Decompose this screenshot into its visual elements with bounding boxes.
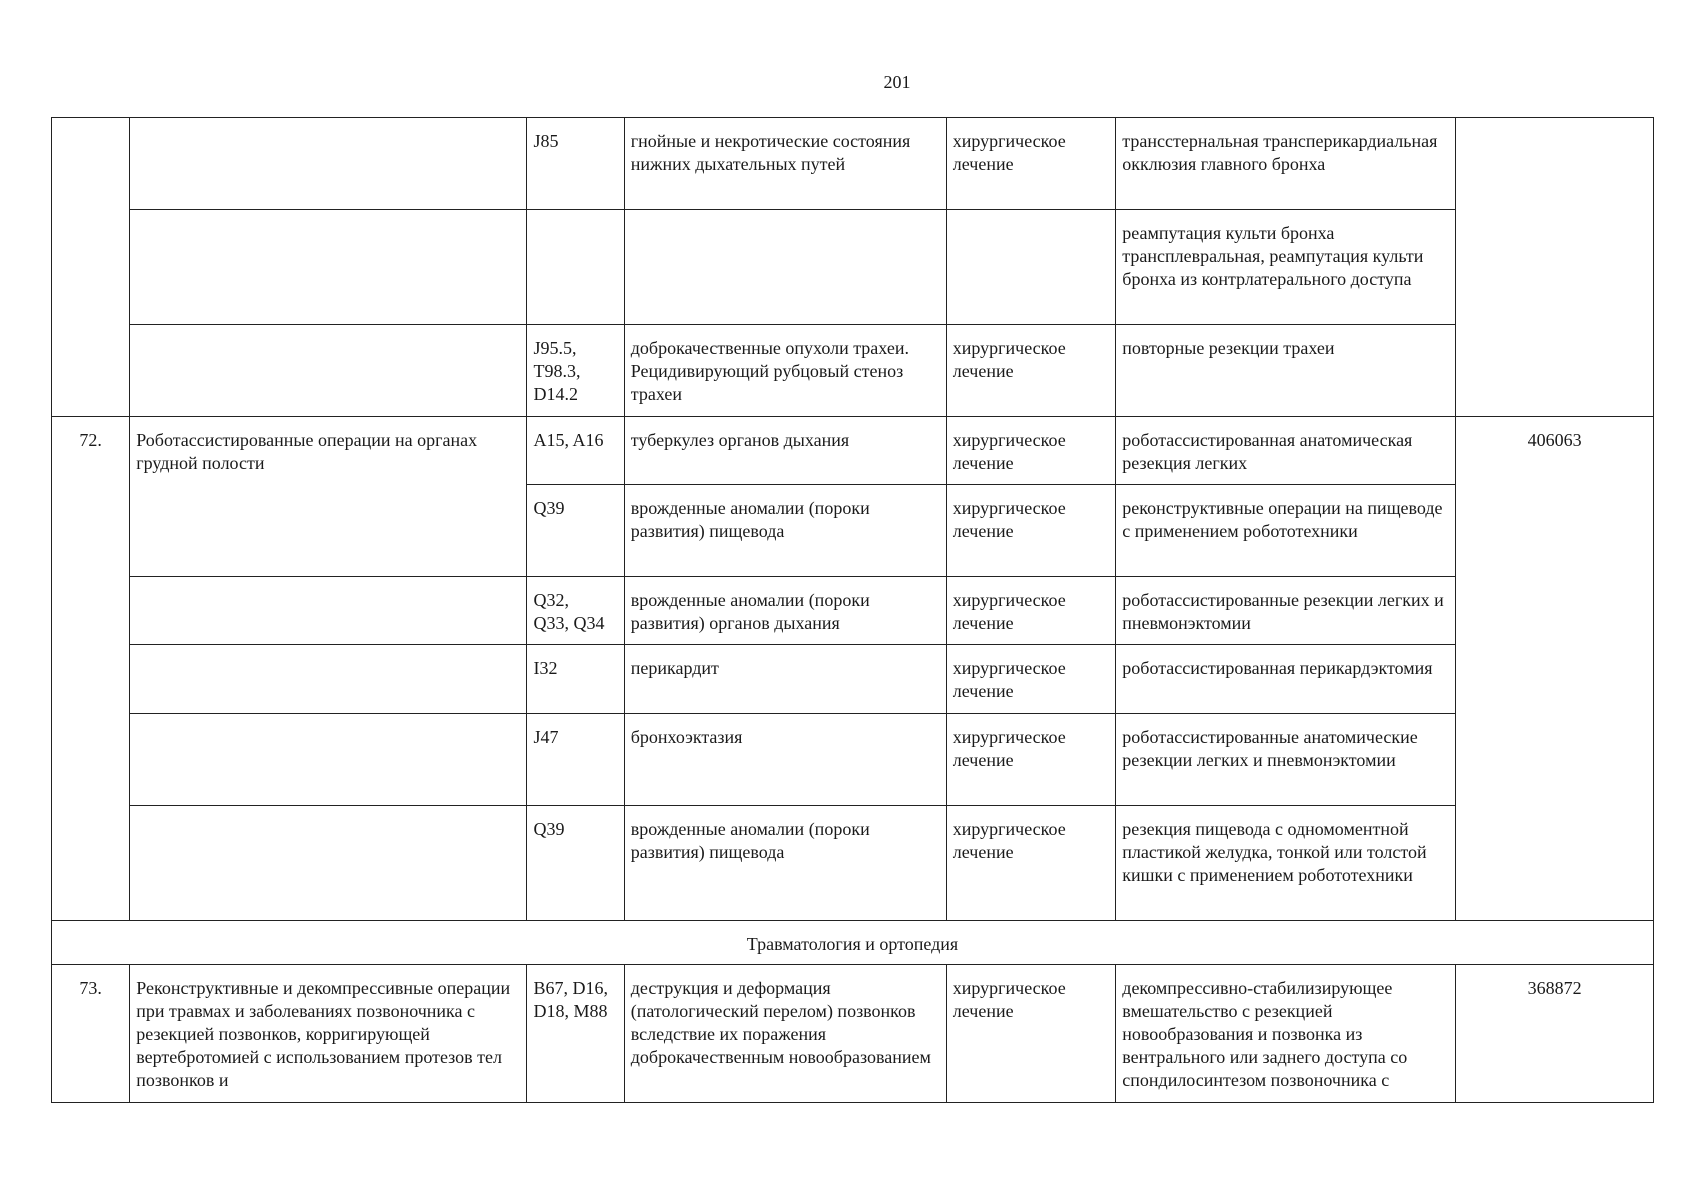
code-cell: B67, D16, D18, M88: [527, 965, 624, 1103]
table-row: [52, 210, 1654, 325]
diagnosis-cell: [624, 210, 946, 325]
table-row: [52, 118, 1654, 210]
procedure-name-cell: [130, 645, 527, 714]
treatment-cell: хирургическое лечение: [946, 806, 1116, 921]
table-row: [52, 325, 1654, 417]
code-cell: Q39: [527, 806, 624, 921]
procedure-name-cell: Реконструктивные и декомпрессивные операции при травмах и заболеваниях позвоночника с резекцией позвонков, корригирующей вертебротомией с использованием протезов тел позвонков и: [130, 965, 527, 1103]
diagnosis-cell: врожденные аномалии (пороки развития) органов дыхания: [624, 577, 946, 645]
row-number-cell: 72.: [52, 417, 130, 921]
code-cell: J95.5, T98.3, D14.2: [527, 325, 624, 417]
code-cell: Q39: [527, 485, 624, 577]
procedure-name-cell: [130, 325, 527, 417]
table-row: [52, 806, 1654, 921]
price-cell: [1456, 118, 1654, 417]
diagnosis-cell: деструкция и деформация (патологический перелом) позвонков вследствие их поражения доброкачественным новообразованием: [624, 965, 946, 1103]
row-number-cell: [52, 118, 130, 417]
diagnosis-cell: доброкачественные опухоли трахеи. Рецидивирующий рубцовый стеноз трахеи: [624, 325, 946, 417]
method-cell: трансстернальная трансперикардиальная окклюзия главного бронха: [1116, 118, 1456, 210]
method-cell: резекция пищевода с одномоментной пластикой желудка, тонкой или толстой кишки с применением робототехники: [1116, 806, 1456, 921]
treatment-cell: хирургическое лечение: [946, 965, 1116, 1103]
code-cell: A15, A16: [527, 417, 624, 485]
method-cell: роботассистированные анатомические резекции легких и пневмонэктомии: [1116, 714, 1456, 806]
procedure-name-cell: [130, 806, 527, 921]
table-row: [52, 714, 1654, 806]
table-row: [52, 965, 1654, 1103]
procedure-name-cell: Роботассистированные операции на органах грудной полости: [130, 417, 527, 577]
code-cell: [527, 210, 624, 325]
section-title: Травматология и ортопедия: [52, 921, 1654, 965]
treatment-cell: хирургическое лечение: [946, 577, 1116, 645]
treatment-cell: хирургическое лечение: [946, 645, 1116, 714]
treatment-cell: хирургическое лечение: [946, 417, 1116, 485]
table-row: [52, 417, 1654, 485]
procedure-name-cell: [130, 577, 527, 645]
section-row: [52, 921, 1654, 965]
procedure-name-cell: [130, 118, 527, 210]
diagnosis-cell: врожденные аномалии (пороки развития) пищевода: [624, 806, 946, 921]
diagnosis-cell: перикардит: [624, 645, 946, 714]
procedures-table: [51, 117, 1654, 1103]
procedure-name-cell: [130, 714, 527, 806]
method-cell: реампутация культи бронха трансплевральная, реампутация культи бронха из контрлатерального доступа: [1116, 210, 1456, 325]
method-cell: реконструктивные операции на пищеводе с применением робототехники: [1116, 485, 1456, 577]
table-row: [52, 577, 1654, 645]
method-cell: роботассистированная перикардэктомия: [1116, 645, 1456, 714]
diagnosis-cell: гнойные и некротические состояния нижних дыхательных путей: [624, 118, 946, 210]
row-number-cell: 73.: [52, 965, 130, 1103]
code-cell: I32: [527, 645, 624, 714]
treatment-cell: хирургическое лечение: [946, 714, 1116, 806]
procedure-name-cell: [130, 210, 527, 325]
price-cell: 406063: [1456, 417, 1654, 921]
code-cell: J47: [527, 714, 624, 806]
page-number: 201: [883, 72, 911, 92]
price-cell: 368872: [1456, 965, 1654, 1103]
code-cell: J85: [527, 118, 624, 210]
method-cell: роботассистированные резекции легких и пневмонэктомии: [1116, 577, 1456, 645]
table-row: [52, 645, 1654, 714]
method-cell: повторные резекции трахеи: [1116, 325, 1456, 417]
treatment-cell: хирургическое лечение: [946, 485, 1116, 577]
treatment-cell: хирургическое лечение: [946, 118, 1116, 210]
treatment-cell: [946, 210, 1116, 325]
diagnosis-cell: бронхоэктазия: [624, 714, 946, 806]
diagnosis-cell: туберкулез органов дыхания: [624, 417, 946, 485]
diagnosis-cell: врожденные аномалии (пороки развития) пищевода: [624, 485, 946, 577]
method-cell: роботассистированная анатомическая резекция легких: [1116, 417, 1456, 485]
treatment-cell: хирургическое лечение: [946, 325, 1116, 417]
method-cell: декомпрессивно-стабилизирующее вмешательство с резекцией новообразования и позвонка из вентрального или заднего доступа со спондилосинтезом позвоночника с: [1116, 965, 1456, 1103]
code-cell: Q32, Q33, Q34: [527, 577, 624, 645]
